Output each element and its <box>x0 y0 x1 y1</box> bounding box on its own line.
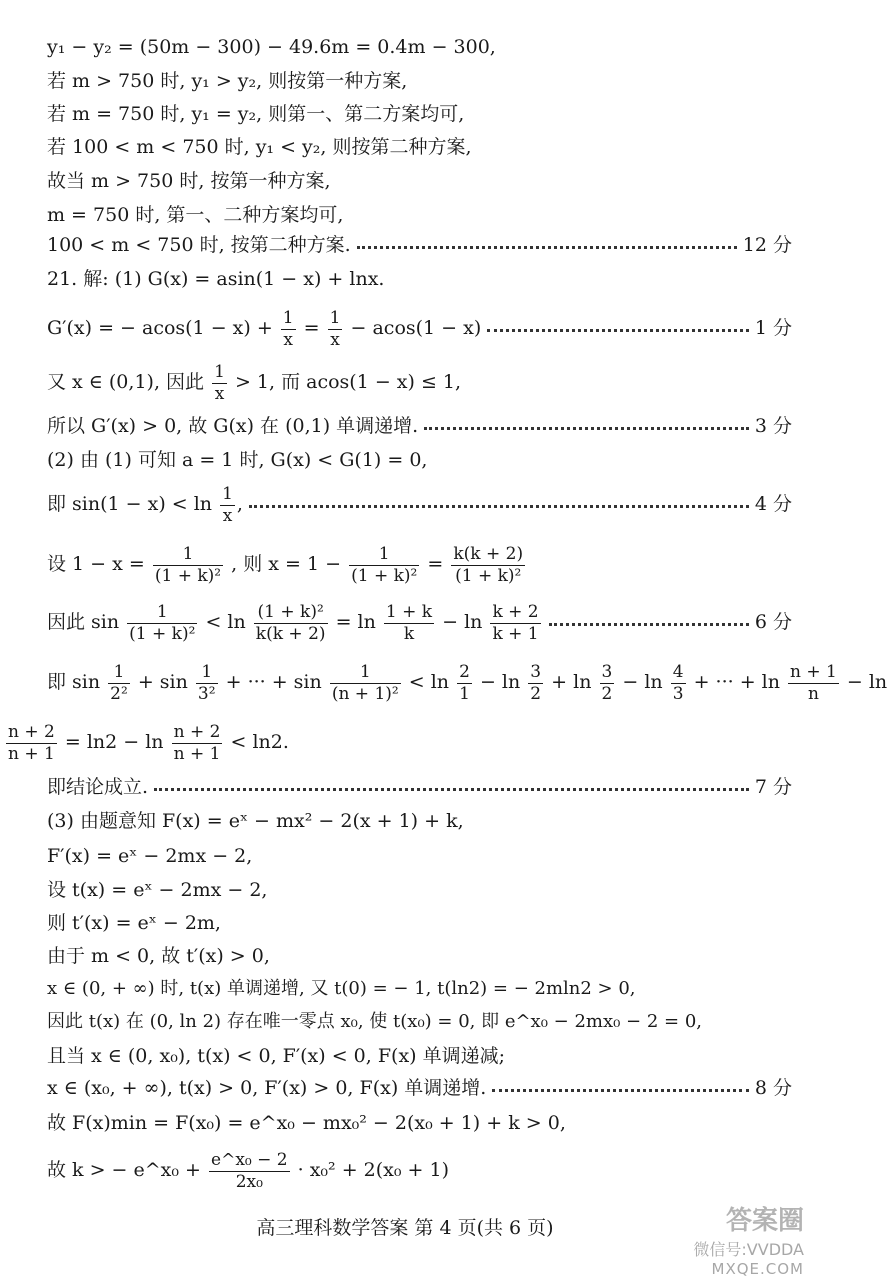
text-line: 21. 解: (1) G(x) = asin(1 − x) + lnx. <box>47 268 385 290</box>
dot-leader <box>249 505 749 508</box>
watermark-wechat: 微信号:VVDDA <box>693 1240 804 1259</box>
score-label: 3 分 <box>754 415 792 437</box>
fraction: $\frac{1}{x}$ <box>282 307 294 350</box>
dot-leader <box>424 427 749 430</box>
score-label: 8 分 <box>754 1077 792 1099</box>
text-line: 故 F(x)min = F(x₀) = e^x₀ − mx₀² − 2(x₀ + 1) + k > 0, <box>47 1112 566 1134</box>
text-line: 且当 x ∈ (0, x₀), t(x) < 0, F′(x) < 0, F(x) 单调递减; <box>47 1045 506 1067</box>
score-label: 4 分 <box>754 493 792 516</box>
score-label: 7 分 <box>754 776 792 798</box>
dot-leader <box>154 788 749 791</box>
text-line: 设 t(x) = eˣ − 2mx − 2, <box>47 879 268 901</box>
expr-part: − acos(1 − x) <box>350 317 482 339</box>
dot-leader <box>492 1089 749 1092</box>
fraction: $\frac{3}{2}$ <box>601 661 613 704</box>
text-line-with-score <box>47 482 792 527</box>
page-footer: 高三理科数学答案 第 4 页(共 6 页) <box>256 1217 554 1239</box>
fraction: $\frac{4}{3}$ <box>672 661 684 704</box>
fraction: $\frac{1}{\text{(1 + k)²}}$ <box>351 543 418 586</box>
line-text: 100 < m < 750 时, 按第二种方案. <box>47 234 351 256</box>
fraction: $\frac{2}{1}$ <box>459 661 470 704</box>
expr-part: 设 1 − x = <box>47 553 145 575</box>
text-line: x ∈ (0, + ∞) 时, t(x) 单调递增, 又 t(0) = − 1, t(ln2) = − 2mln2 > 0, <box>47 978 636 999</box>
watermark <box>693 1200 804 1278</box>
expr-part: > 1, 而 acos(1 − x) ≤ 1, <box>234 371 462 393</box>
text-line: (2) 由 (1) 可知 a = 1 时, G(x) < G(1) = 0, <box>47 449 428 471</box>
fraction: $\frac{1}{x}$ <box>222 483 233 526</box>
fraction: $\frac{1}{\text{(1 + k)²}}$ <box>154 543 222 586</box>
text-line: 即 sin $\frac{1}{\text{2²}}$ + sin $\frac{1}{\text{3²}}$ + ··· + sin $\frac{1}{\text{(n + 1)²}}$ < ln $\frac{2}{1}$ − ln $\frac{3}{2}$ + ln $\frac{3}{2}$ − ln $\frac{4}{3}$ + ··· + ln $\frac{n + 1}{n}$ − ln <box>47 661 887 704</box>
fraction: $\frac{1}{\text{3²}}$ <box>197 661 216 704</box>
text-line: 故当 m > 750 时, 按第一种方案, <box>47 170 331 192</box>
text-line: 由于 m < 0, 故 t′(x) > 0, <box>47 945 270 967</box>
text-line: m = 750 时, 第一、二种方案均可, <box>47 204 344 226</box>
text-line: 因此 t(x) 在 (0, ln 2) 存在唯一零点 x₀, 使 t(x₀) = 0, 即 e^x₀ − 2mx₀ − 2 = 0, <box>47 1011 703 1032</box>
text-line: F′(x) = eˣ − 2mx − 2, <box>47 845 253 867</box>
text-line-with-score <box>47 598 792 646</box>
watermark-url: MXQE.COM <box>711 1260 804 1278</box>
fraction: $\frac{n + 2}{n + 1}$ <box>173 721 221 764</box>
score-label: 12 分 <box>742 234 792 256</box>
fraction: $\frac{n + 2}{n + 1}$ <box>8 721 55 764</box>
fraction: $\frac{\text{(1 + k)²}}{k(k + 2)}$ <box>255 601 326 644</box>
fraction: $\frac{1}{\text{(n + 1)²}}$ <box>331 661 399 704</box>
text-line: 则 t′(x) = eˣ − 2m, <box>47 912 221 934</box>
line-text: x ∈ (x₀, + ∞), t(x) > 0, F′(x) > 0, F(x) 单调递增. <box>47 1077 487 1099</box>
fraction: $\frac{1}{\text{(1 + k)²}}$ <box>129 601 196 644</box>
dot-leader <box>487 329 749 332</box>
line-text: 所以 G′(x) > 0, 故 G(x) 在 (0,1) 单调递增. <box>47 415 419 437</box>
expr-part: = <box>303 317 320 339</box>
fraction: $\frac{1}{x}$ <box>329 307 341 350</box>
fraction: $\frac{k + 2}{k + 1}$ <box>492 601 539 644</box>
fraction: $\frac{k(k + 2)}{\text{(1 + k)²}}$ <box>453 543 524 586</box>
text-line: (3) 由题意知 F(x) = eˣ − mx² − 2(x + 1) + k, <box>47 810 464 832</box>
fraction: $\frac{1}{\text{2²}}$ <box>110 661 128 704</box>
line-text: 即结论成立. <box>47 776 149 798</box>
line-text <box>47 306 481 351</box>
score-label: 6 分 <box>754 611 792 633</box>
text-line-with-score <box>47 232 792 258</box>
fraction: $\frac{1}{x}$ <box>214 361 225 404</box>
text-line-with-score <box>47 413 792 439</box>
dot-leader <box>357 246 737 249</box>
expr-part: , 则 x = 1 − <box>231 553 342 575</box>
text-line: 设 1 − x = $\frac{1}{\text{(1 + k)²}}$ , 则 x = 1 − $\frac{1}{\text{(1 + k)²}}$ = $\frac{k(k + 2)}{\text{(1 + k)²}}$ <box>47 543 524 586</box>
text-line-with-score <box>47 1075 792 1101</box>
text-line: $\frac{n + 2}{n + 1}$ = ln2 − ln $\frac{n + 2}{n + 1}$ < ln2. <box>8 721 289 764</box>
score-label: 1 分 <box>754 317 792 340</box>
dot-leader <box>549 623 749 626</box>
fraction: $\frac{n + 1}{n}$ <box>790 661 837 704</box>
text-line: 故 k > − e^x₀ + $\frac{\text{e\textasciicircum{}x₀ − 2}}{\text{2x₀}}$ · x₀² + 2(x₀ + 1) <box>47 1149 450 1192</box>
line-text: 因此 sin $\frac{1}{\text{(1 + k)²}}$ < ln $\frac{\text{(1 + k)²}}{k(k + 2)}$ = ln $\frac{1 + k}{k}$ − ln $\frac{k + 2}{k + 1}$ <box>47 601 539 644</box>
expr-part: G′(x) = − acos(1 − x) + <box>47 317 273 339</box>
text-line: 若 100 < m < 750 时, y₁ < y₂, 则按第二种方案, <box>47 136 472 158</box>
expr-part: 即 sin(1 − x) < ln <box>47 493 213 515</box>
expr-part: 又 x ∈ (0,1), 因此 <box>47 371 205 393</box>
fraction: $\frac{3}{2}$ <box>530 661 542 704</box>
text-line: 若 m > 750 时, y₁ > y₂, 则按第一种方案, <box>47 70 408 92</box>
fraction: $\frac{\text{e\textasciicircum{}x₀ − 2}}{\text{2x₀}}$ <box>211 1149 288 1192</box>
text-line: 若 m = 750 时, y₁ = y₂, 则第一、第二方案均可, <box>47 103 465 125</box>
text-line-with-score <box>47 306 792 351</box>
watermark-brand: 答案圈 <box>725 1206 804 1236</box>
fraction: $\frac{1 + k}{k}$ <box>385 601 433 644</box>
line-text: 即 sin(1 − x) < ln $\frac{1}{x}$ , <box>47 483 243 526</box>
text-line <box>47 360 792 405</box>
text-line-with-score <box>47 774 792 800</box>
text-line: y₁ − y₂ = (50m − 300) − 49.6m = 0.4m − 300, <box>47 36 496 58</box>
